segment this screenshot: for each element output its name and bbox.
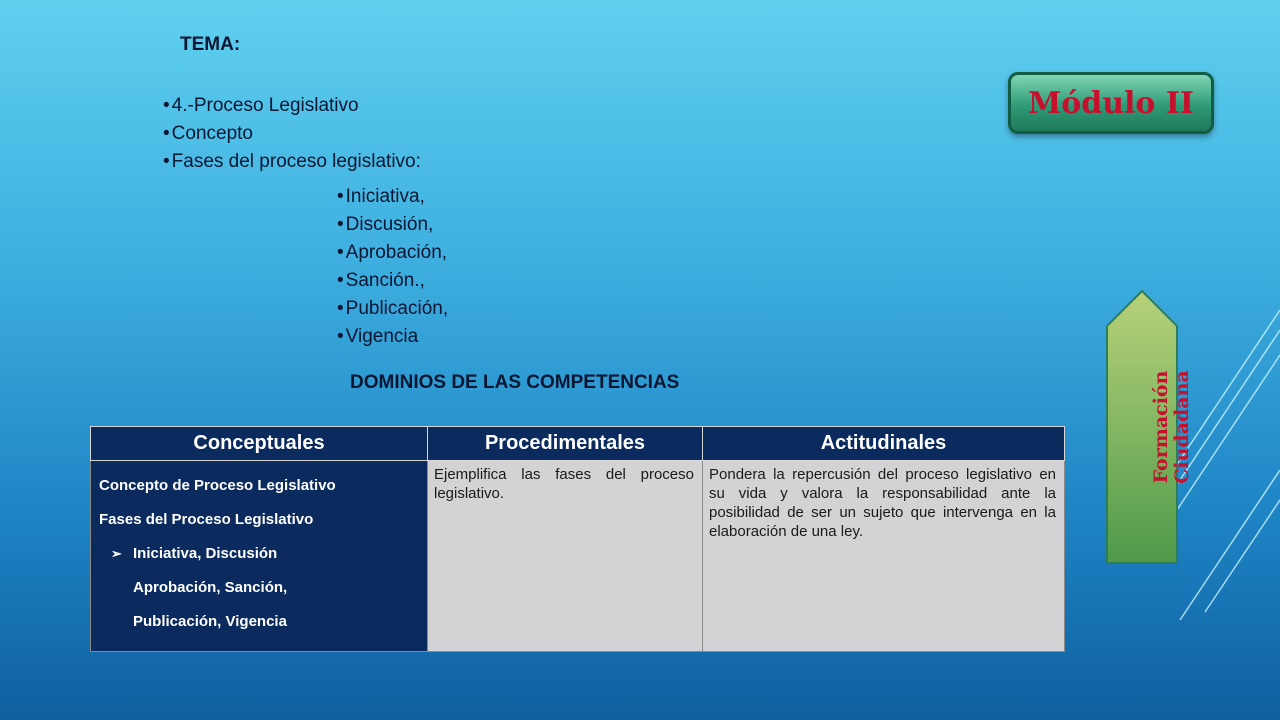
phase-item: • Publicación, [337,295,448,323]
phases-list [337,183,448,351]
table-row [91,461,1065,652]
header-actitudinales: Actitudinales [703,427,1065,461]
competencias-table [90,426,1065,652]
cell-actitudinal: Pondera la repercusión del proceso legislativo en su vida y valora la responsabilidad ante la posibilidad de ser un sujeto que intervenga en la elaboración de una ley. [703,461,1065,652]
dominios-heading: DOMINIOS DE LAS COMPETENCIAS [350,372,680,393]
cell-conceptual [91,461,428,652]
topic-item: • Concepto [163,120,421,148]
topic-item: • Fases del proceso legislativo: [163,148,421,176]
arrow-label [1106,290,1193,564]
conceptual-line: Fases del Proceso Legislativo [99,511,314,528]
conceptual-line: Concepto de Proceso Legislativo [99,477,336,494]
header-procedimentales: Procedimentales [428,427,703,461]
conceptual-line: Publicación, Vigencia [133,613,287,630]
table-header-row [91,427,1065,461]
arrow-label-line1: Formación [1150,370,1172,484]
formacion-ciudadana-arrow [1106,290,1193,564]
phase-item: • Sanción., [337,267,448,295]
tema-heading: TEMA: [180,34,241,55]
phase-item: • Vigencia [337,323,448,351]
arrow-label-line2: Ciudadana [1171,370,1193,484]
phase-item: • Iniciativa, [337,183,448,211]
phase-item: • Discusión, [337,211,448,239]
arrow-bullet-icon: ➢ [111,546,122,561]
header-conceptuales: Conceptuales [91,427,428,461]
topic-item: • 4.-Proceso Legislativo [163,92,421,120]
conceptual-bullet: ➢ Iniciativa, Discusión [99,537,427,571]
modulo-badge-label: Módulo II [1028,85,1194,121]
modulo-badge [1008,72,1214,134]
phase-item: • Aprobación, [337,239,448,267]
topics-list [163,92,421,176]
conceptual-line: Aprobación, Sanción, [133,579,288,596]
cell-procedimental: Ejemplifica las fases del proceso legislativo. [428,461,703,652]
